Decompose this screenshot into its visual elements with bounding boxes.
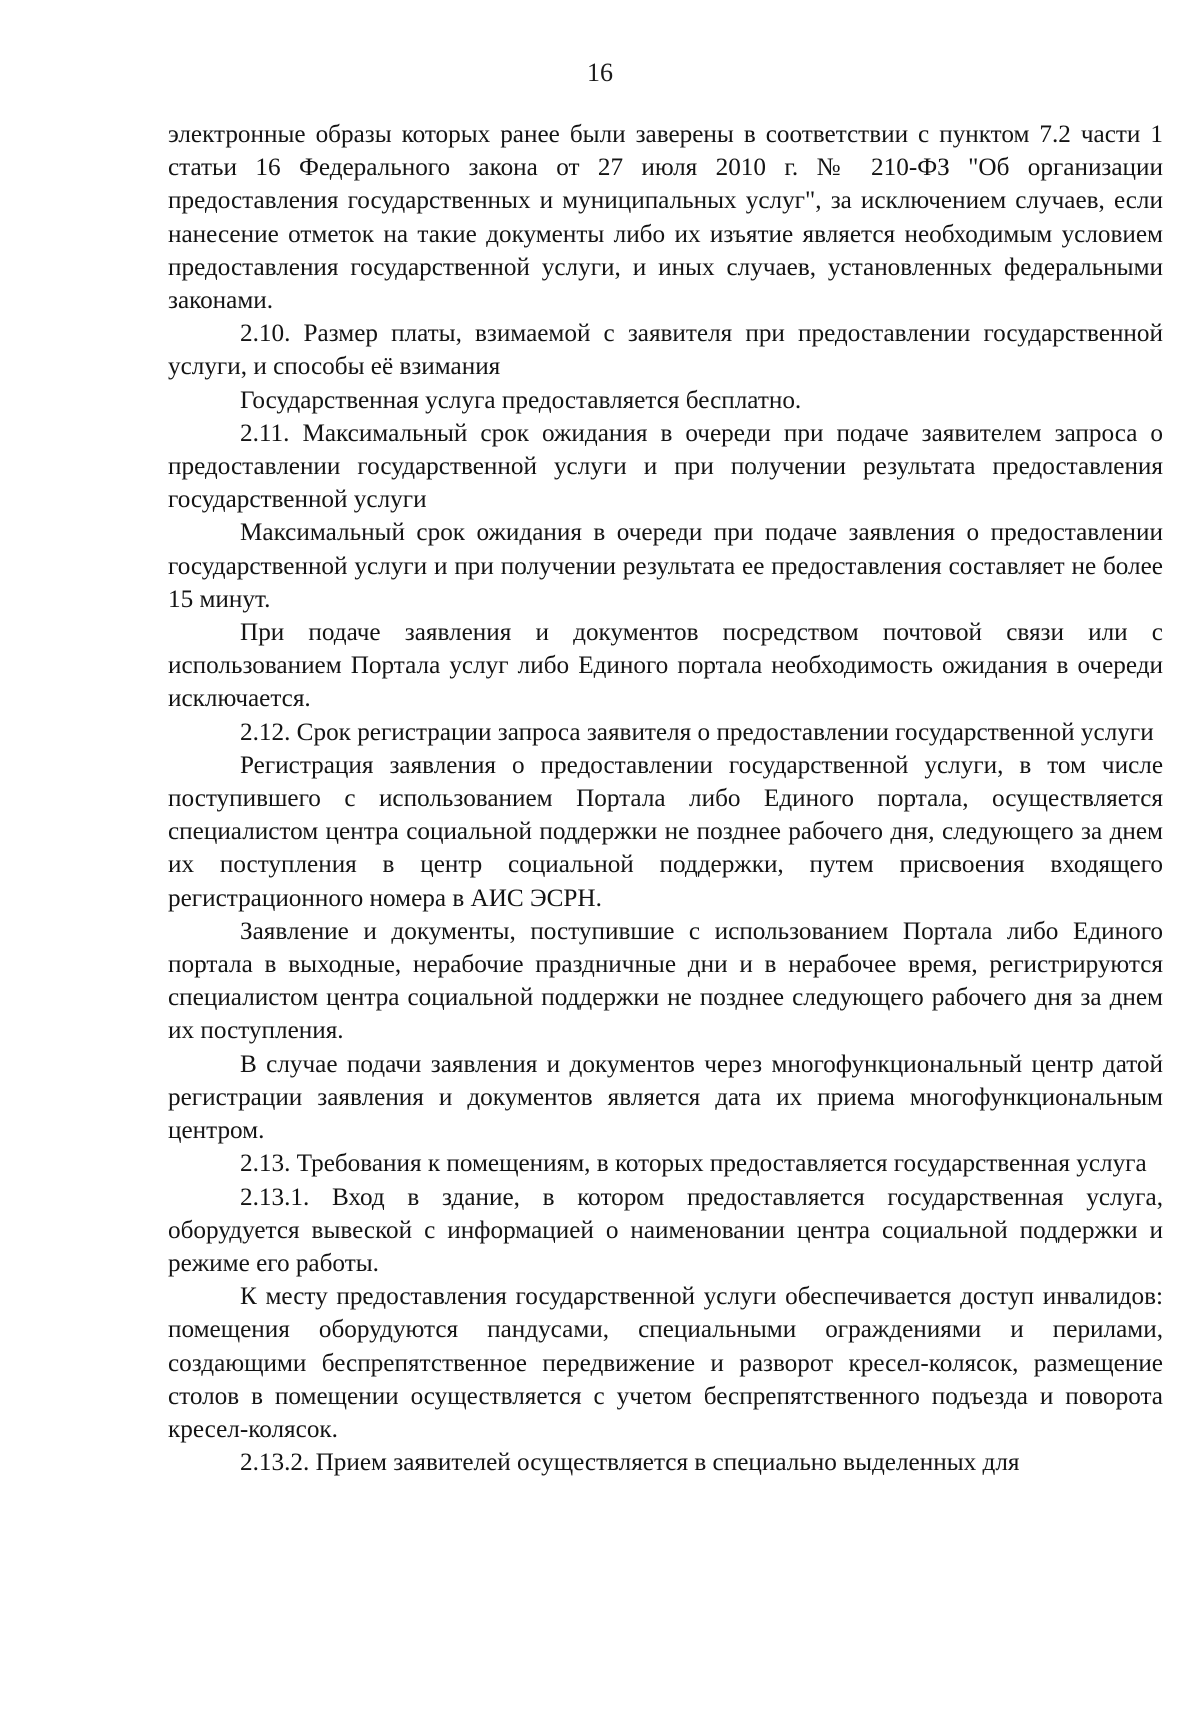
paragraph-mfc-registration: В случае подачи заявления и документов через многофункциональный центр датой регистрации заявления и документов является дата их приема многофункциональным центром.	[168, 1050, 1163, 1145]
paragraph-weekend-registration: Заявление и документы, поступившие с использованием Портала либо Единого портала в выходные, нерабочие праздничные дни и в нерабочее время, регистрируются специалистом центра социальной поддержки не позднее следующего рабочего дня за днем их поступления.	[168, 917, 1163, 1045]
paragraph-max-wait: Максимальный срок ожидания в очереди при подаче заявления о предоставлении государственной услуги и при получении результата ее предоставления составляет не более 15 минут.	[168, 519, 1163, 613]
paragraph-free-service: Государственная услуга предоставляется бесплатно.	[240, 386, 802, 414]
paragraph-postal-submission: При подаче заявления и документов посредством почтовой связи или с использованием Портала услуг либо Единого портала необходимость ожидания в очереди исключается.	[168, 619, 1163, 713]
paragraph-accessibility: К месту предоставления государственной услуги обеспечивается доступ инвалидов: помещения оборудуются пандусами, специальными ограждениями и перилами, создающими беспрепятственное передвижение и разворот кресел-колясок, размещение столов в помещении осуществляется с учетом беспрепятственного подъезда и поворота кресел-колясок.	[168, 1283, 1163, 1443]
document-body	[168, 118, 1163, 1479]
paragraph-2-13-1: 2.13.1. Вход в здание, в котором предоставляется государственная услуга, оборудуется вывеской с информацией о наименовании центра социальной поддержки и режиме его работы.	[168, 1183, 1163, 1277]
paragraph-registration: Регистрация заявления о предоставлении государственной услуги, в том числе поступившего с использованием Портала либо Единого портала, осуществляется специалистом центра социальной поддержки не позднее рабочего дня, следующего за днем их поступления в центр социальной поддержки, путем присвоения входящего регистрационного номера в АИС ЭСРН.	[168, 751, 1163, 912]
paragraph-continuation: электронные образы которых ранее были заверены в соответствии с пунктом 7.2 части 1 статьи 16 Федерального закона от 27 июля 2010 г. № 210-ФЗ "Об организации предоставления государственных и муниципальных услуг", за исключением случаев, если нанесение отметок на такие документы либо их изъятие является необходимым условием предоставления государственной услуги, и иных случаев, установленных федеральными законами.	[168, 121, 1163, 315]
section-heading-2-12: 2.12. Срок регистрации запроса заявителя о предоставлении государственной услуги	[240, 718, 1154, 746]
section-heading-2-11: 2.11. Максимальный срок ожидания в очереди при подаче заявителем запроса о предоставлении государственной услуги и при получении результата предоставления государственной услуги	[168, 419, 1163, 514]
paragraph-2-13-2: 2.13.2. Прием заявителей осуществляется в специально выделенных для	[240, 1449, 1020, 1477]
section-heading-2-13: 2.13. Требования к помещениям, в которых предоставляется государственная услуга	[240, 1150, 1147, 1178]
section-heading-2-10: 2.10. Размер платы, взимаемой с заявителя при предоставлении государственной услуги, и способы её взимания	[168, 320, 1163, 381]
page-number: 16	[587, 58, 613, 87]
